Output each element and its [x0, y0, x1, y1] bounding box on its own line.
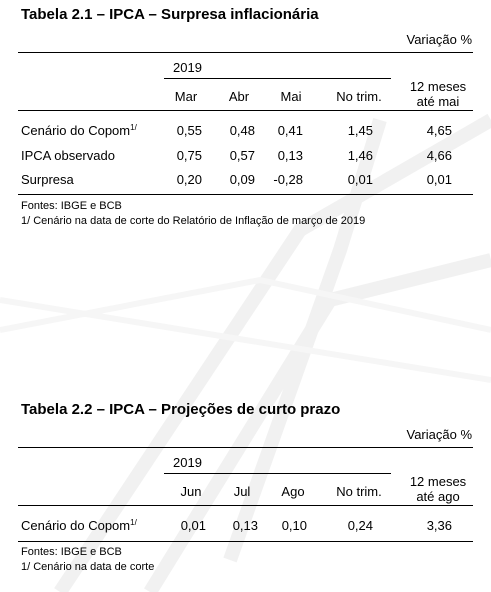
sources-note: Fontes: IBGE e BCB — [21, 546, 122, 558]
column-header: Mai — [280, 89, 302, 104]
cell-value: 0,01 — [347, 172, 373, 187]
cell-value: 4,65 — [426, 123, 452, 138]
year-header: 2019 — [173, 60, 202, 75]
column-header: No trim. — [336, 484, 382, 499]
year-rule — [164, 78, 391, 79]
cell-value: 3,36 — [426, 518, 452, 533]
year-rule — [164, 473, 391, 474]
table-title: Tabela 2.2 – IPCA – Projeções de curto prazo — [21, 401, 341, 418]
cell-value: 0,10 — [281, 518, 307, 533]
cell-value: 4,66 — [426, 148, 452, 163]
column-header-12m: 12 meses até ago — [409, 474, 467, 504]
cell-value: 0,57 — [229, 148, 255, 163]
cell-value: 0,41 — [277, 123, 303, 138]
column-header: Abr — [228, 89, 250, 104]
column-header: Jun — [180, 484, 202, 499]
footnote-marker: 1/ — [130, 123, 137, 132]
cell-value: 0,09 — [229, 172, 255, 187]
sources-note: Fontes: IBGE e BCB — [21, 200, 122, 212]
table-title: Tabela 2.1 – IPCA – Surpresa inflacionária — [21, 6, 319, 23]
bottom-rule — [18, 541, 473, 542]
cell-value: 0,20 — [176, 172, 202, 187]
column-header: Jul — [233, 484, 251, 499]
column-header-12m: 12 meses até mai — [409, 79, 467, 109]
column-header: Mar — [174, 89, 198, 104]
top-rule — [18, 52, 473, 53]
unit-label: Variação % — [406, 427, 472, 442]
cell-value: 0,01 — [180, 518, 206, 533]
cell-value: 1,45 — [347, 123, 373, 138]
cell-value: 0,55 — [176, 123, 202, 138]
column-header: Ago — [281, 484, 305, 499]
year-header: 2019 — [173, 455, 202, 470]
cell-value: 0,01 — [426, 172, 452, 187]
row-label: Surpresa — [21, 172, 74, 187]
column-header: No trim. — [336, 89, 382, 104]
cell-value: 0,13 — [277, 148, 303, 163]
row-label: Cenário do Copom$^{1/}$ — [21, 518, 137, 533]
cell-value: 0,13 — [232, 518, 258, 533]
cell-value: 1,46 — [347, 148, 373, 163]
footnote: 1/ Cenário na data de corte — [21, 561, 155, 573]
header-rule — [18, 110, 473, 111]
row-label: Cenário do Copom$^{1/}$ — [21, 123, 137, 138]
row-label: IPCA observado — [21, 148, 115, 163]
cell-value: 0,75 — [176, 148, 202, 163]
cell-value: -0,28 — [273, 172, 303, 187]
bottom-rule — [18, 194, 473, 195]
top-rule — [18, 447, 473, 448]
header-rule — [18, 505, 473, 506]
footnote-marker: 1/ — [130, 518, 137, 527]
unit-label: Variação % — [406, 32, 472, 47]
footnote: 1/ Cenário na data de corte do Relatório de Inflação de março de 2019 — [21, 215, 366, 227]
cell-value: 0,24 — [347, 518, 373, 533]
cell-value: 0,48 — [229, 123, 255, 138]
